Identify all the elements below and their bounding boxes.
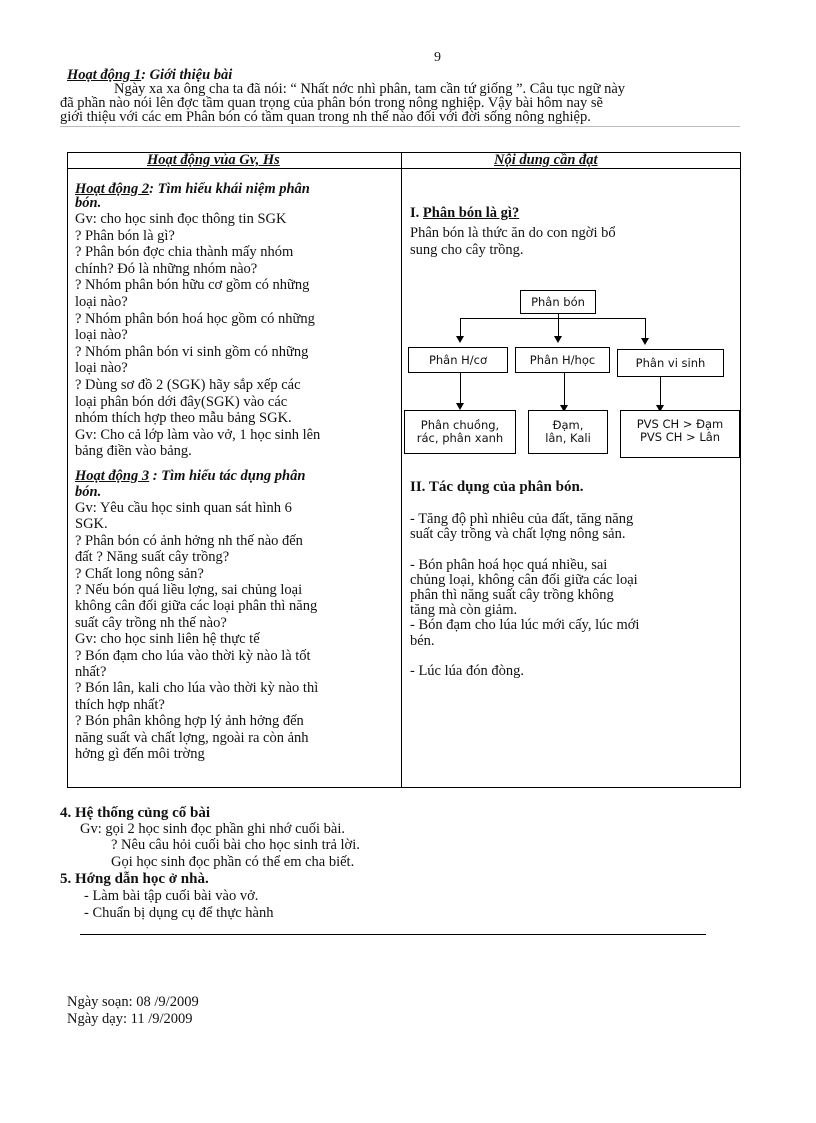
act2-line-1: Gv: cho học sinh đọc thông tin SGK (75, 211, 287, 227)
act3-line-13: thích hợp nhất? (75, 696, 165, 713)
section5-line-1: - Làm bài tập cuối bài vào vở. (84, 888, 259, 904)
leaf3-line-2: PVS CH > Lân (639, 430, 721, 444)
act2-heading (75, 182, 310, 197)
act2-line-8: loại nào? (75, 327, 128, 344)
act2-line-6: loại nào? (75, 294, 128, 310)
section5-title: 5. Hớng dẫn học ở nhà. (60, 871, 209, 887)
section-divider (80, 934, 706, 935)
section4-line-3: Gọi học sinh đọc phần có thể em cha biết. (111, 854, 355, 870)
sec1-title-text: Phân bón là gì? (422, 205, 520, 221)
act3-heading-rest: : Tìm hiểu tác dụng phân (149, 468, 306, 484)
act2-line-11: ? Dùng sơ đồ 2 (SGK) hãy sắp xếp các (75, 377, 301, 393)
act2-line-14: Gv: Cho cả lớp làm vào vở, 1 học sinh lên (75, 426, 321, 443)
diagram-connector (660, 377, 661, 405)
act2-heading-label: Hoạt động 2 (75, 181, 150, 197)
sec2-title: II. Tác dụng của phân bón. (410, 479, 584, 495)
sec2-line-4: - Bón phân hoá học quá nhiều, sai (410, 556, 608, 573)
act3-line-4: đất ? Năng suất cây trồng? (75, 549, 230, 566)
sec2-line-1: - Tăng độ phì nhiêu của đất, tăng năng (410, 511, 634, 527)
act3-line-7: không cân đối giữa các loại phân thì năng (75, 598, 318, 615)
section5-line-2: - Chuẩn bị dụng cụ để thực hành (84, 905, 274, 921)
act3-line-3: ? Phân bón có ảnh hởng nh thế nào đến (75, 532, 303, 549)
sec2-line-7: tăng mà còn giảm. (410, 602, 518, 619)
col2-header: Nội dung cần đạt (494, 152, 598, 168)
intro-line-3: giới thiệu với các em Phân bón có tầm quan trong nh thế nào đối với đời sống nông nghiệp. (60, 109, 591, 125)
diagram-connector (460, 373, 461, 403)
sec1-title (410, 206, 519, 221)
act2-line-7: ? Nhóm phân bón hoá học gồm có những (75, 310, 315, 327)
act2-line-4: chính? Đó là những nhóm nào? (75, 260, 258, 277)
diagram-arrow (456, 336, 464, 343)
intro-line-2: đã phần nào nói lên đợc tầm quan trọng của phân bón trong nông nghiệp. Vậy bài hôm nay sẽ (60, 95, 603, 111)
intro-divider (60, 126, 740, 127)
diagram-group-huu-co: Phân H/cơ (408, 347, 508, 373)
sec1-line-2: sung cho cây trồng. (410, 242, 524, 258)
intro-heading-rest: : Giới thiệu bài (141, 67, 233, 83)
leaf1-line-1: Phân chuồng, (420, 418, 500, 432)
sec2-line-6: phân thì năng suất cây trồng không (410, 587, 614, 603)
sec2-line-9: bén. (410, 632, 435, 649)
leaf1-line-2: rác, phân xanh (416, 431, 504, 445)
act2-line-13: nhóm thích hợp theo mẫu bảng SGK. (75, 410, 292, 427)
sec2-line-2: suất cây trồng và chất lợng nông sản. (410, 526, 626, 543)
diagram-arrow (641, 338, 649, 345)
act3-line-10: ? Bón đạm cho lúa vào thời kỳ nào là tốt (75, 647, 311, 664)
act2-heading-cont: bón. (75, 195, 102, 211)
diagram-connector (645, 318, 646, 338)
diagram-connector (460, 318, 646, 319)
act3-line-15: năng suất và chất lợng, ngoài ra còn ảnh (75, 729, 309, 746)
section4-line-1: Gv: gọi 2 học sinh đọc phần ghi nhớ cuối bài. (80, 821, 346, 837)
act2-line-15: bảng điền vào bảng. (75, 443, 192, 460)
diagram-connector (558, 318, 559, 336)
act2-line-3: ? Phân bón đợc chia thành mấy nhóm (75, 244, 294, 261)
table-column-divider (401, 152, 402, 788)
intro-line-1: Ngày xa xa ông cha ta đã nói: “ Nhất nớc nhì phân, tam cần tứ giống ”. Câu tục ngữ này (114, 81, 626, 97)
col1-header: Hoạt động vủa Gv, Hs (147, 152, 280, 168)
section4-line-2: ? Nêu câu hỏi cuối bài cho học sinh trả lời. (111, 837, 360, 853)
diagram-connector (564, 373, 565, 405)
act3-heading-cont: bón. (75, 484, 102, 500)
sec1-line-1: Phân bón là thức ăn do con ngời bổ (410, 225, 616, 241)
act2-heading-rest: : Tìm hiểu khái niệm phân (149, 181, 310, 197)
diagram-arrow (456, 403, 464, 410)
act3-line-11: nhất? (75, 664, 107, 680)
act3-line-9: Gv: cho học sinh liên hệ thực tế (75, 631, 260, 648)
intro-heading-label: Hoạt động 1 (67, 67, 142, 83)
act2-line-5: ? Nhóm phân bón hữu cơ gồm có những (75, 277, 310, 294)
diagram-group-vi-sinh: Phân vi sinh (617, 349, 724, 377)
act3-heading-label: Hoạt động 3 (75, 468, 150, 484)
date-prepared: Ngày soạn: 08 /9/2009 (67, 994, 199, 1010)
section4-title: 4. Hệ thống củng cố bài (60, 805, 211, 821)
sec2-line-11: - Lúc lúa đón đòng. (410, 663, 524, 679)
sec1-number: I. (410, 205, 423, 221)
act2-line-2: ? Phân bón là gì? (75, 227, 175, 244)
leaf3-line-1: PVS CH > Đạm (636, 417, 724, 431)
date-taught: Ngày dạy: 11 /9/2009 (67, 1011, 193, 1027)
act3-line-6: ? Nếu bón quá liều lợng, sai chủng loại (75, 582, 303, 598)
diagram-root: Phân bón (520, 290, 596, 314)
leaf2-line-2: lân, Kali (545, 431, 591, 445)
act3-line-2: SGK. (75, 516, 108, 533)
act3-line-16: hởng gì đến môi trờng (75, 746, 205, 762)
act2-line-9: ? Nhóm phân bón vi sinh gồm có những (75, 343, 309, 360)
sec2-line-5: chủng loại, không cân đối giữa các loại (410, 571, 638, 588)
sec2-line-8: - Bón đạm cho lúa lúc mới cấy, lúc mới (410, 617, 640, 634)
act2-line-12: loại phân bón dới đây(SGK) vào các (75, 393, 288, 410)
diagram-leaf-huu-co (404, 410, 516, 454)
act3-heading (75, 469, 305, 484)
act3-line-5: ? Chất long nông sản? (75, 565, 204, 582)
diagram-leaf-hoa-hoc (528, 410, 608, 454)
act3-line-12: ? Bón lân, kali cho lúa vào thời kỳ nào thì (75, 680, 319, 697)
leaf2-line-1: Đạm, (552, 418, 584, 432)
diagram-leaf-vi-sinh (620, 410, 740, 458)
page-number: 9 (434, 50, 441, 65)
diagram-group-hoa-hoc: Phân H/học (515, 347, 610, 373)
diagram-connector (460, 318, 461, 336)
act2-line-10: loại nào? (75, 360, 128, 377)
act3-line-8: suất cây trồng nh thế nào? (75, 614, 227, 631)
diagram-arrow (554, 336, 562, 343)
act3-line-1: Gv: Yêu cầu học sinh quan sát hình 6 (75, 500, 292, 516)
act3-line-14: ? Bón phân không hợp lý ảnh hởng đến (75, 713, 304, 730)
